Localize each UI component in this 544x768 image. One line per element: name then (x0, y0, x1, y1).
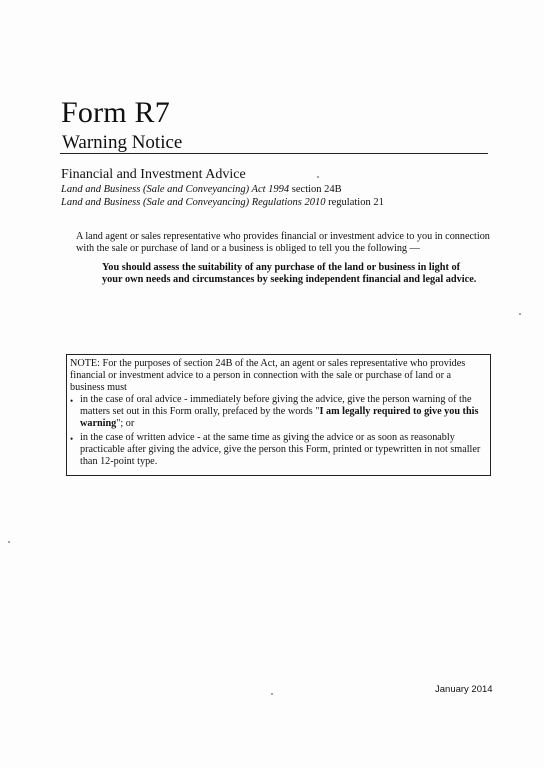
section-heading: Financial and Investment Advice (61, 167, 246, 182)
title-divider (60, 153, 488, 154)
warning-statement: You should assess the suitability of any purchase of the land or business in light of your own needs and circumstances by seeking independent financial and legal advice. (102, 262, 477, 285)
regulation-name: Land and Business (Sale and Conveyancing) Regulations 2010 (61, 197, 326, 208)
scan-speck (317, 176, 319, 178)
form-date: January 2014 (435, 684, 493, 695)
act-section: section 24B (289, 184, 342, 195)
form-subtitle: Warning Notice (62, 132, 183, 153)
act-reference (61, 183, 342, 196)
bullet-icon: • (70, 434, 74, 444)
regulation-number: regulation 21 (325, 197, 384, 208)
note-item-oral (80, 394, 484, 430)
note-intro: NOTE: For the purposes of section 24B of the Act, an agent or sales representative who provides financial or investment advice to a person in connection with the sale or purchase of land or a business must (70, 358, 466, 393)
bullet-icon: • (70, 396, 74, 406)
note-item-oral-text: in the case of oral advice - immediately before giving the advice, give the person warning of the matters set out in this Form orally, prefaced by the words " (80, 394, 472, 417)
intro-paragraph: A land agent or sales representative who provides financial or investment advice to you in connection with the sale or purchase of land or a business is obliged to tell you the following — (76, 231, 490, 254)
form-title: Form R7 (61, 96, 170, 129)
note-item-oral-required-words: I am legally required to give you this warning (80, 406, 479, 429)
scan-speck (519, 313, 521, 315)
note-item-written: in the case of written advice - at the same time as giving the advice or as soon as reasonably practicable after giving the advice, give the person this Form, printed or typewritten in not smaller than 12-point type. (80, 432, 481, 467)
scan-speck (8, 541, 10, 543)
act-name: Land and Business (Sale and Conveyancing) Act 1994 (61, 184, 290, 195)
note-box (66, 354, 491, 476)
note-item-oral-end: "; or (116, 418, 135, 429)
regulation-reference (61, 196, 384, 209)
scan-speck (271, 693, 273, 695)
